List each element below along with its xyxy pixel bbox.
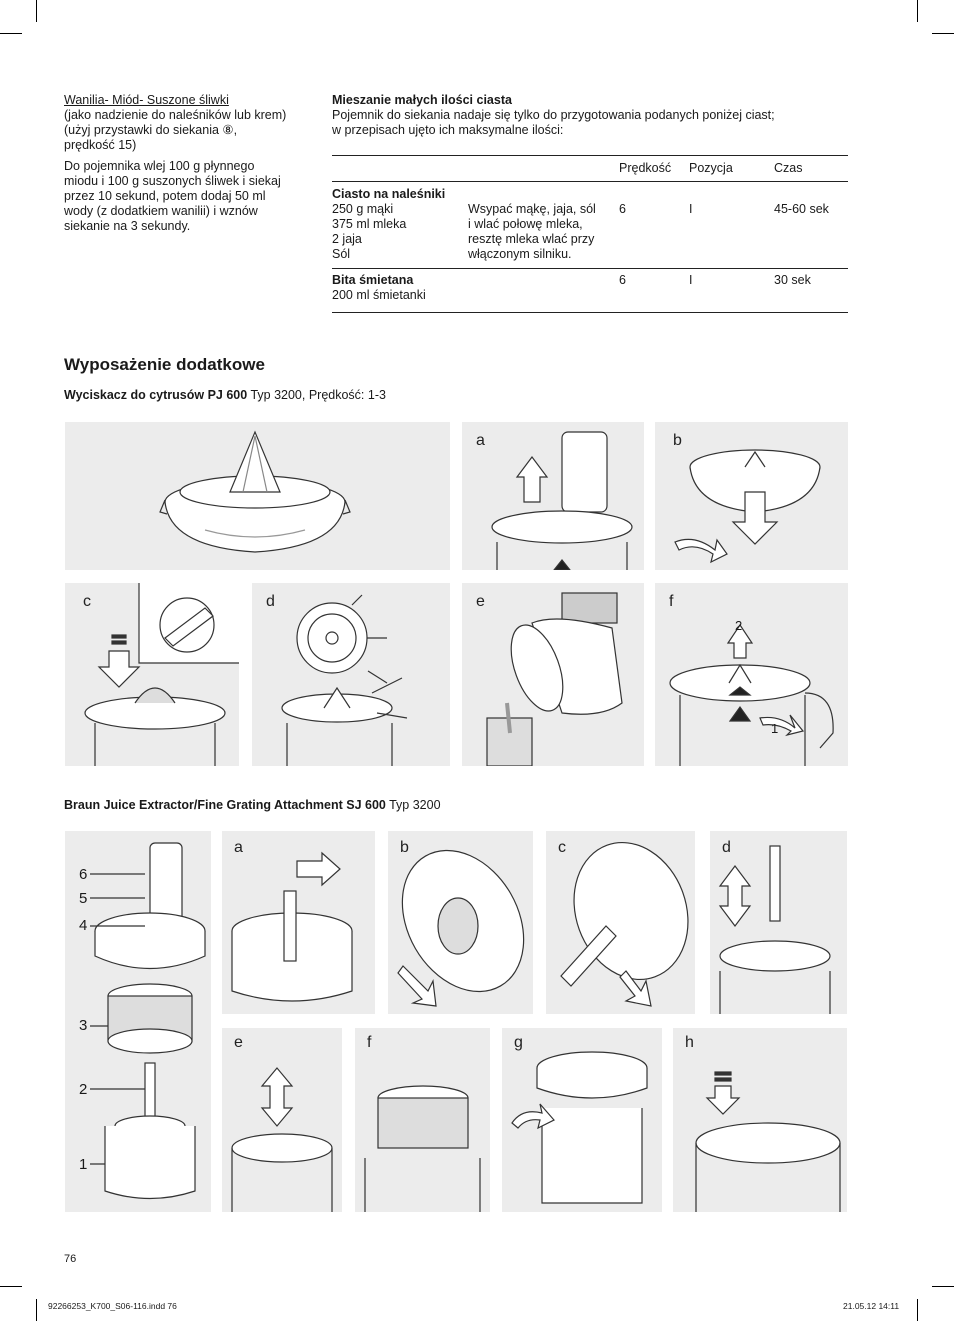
table-header-position: Pozycja [689,156,774,182]
recipe-body-line: Do pojemnika wlej 100 g płynnego [64,159,255,173]
panel-label: d [722,839,731,856]
crop-mark [36,0,37,22]
recipe-block [64,93,324,234]
juicer-parts-exploded [65,831,211,1212]
juicer-panel-c [546,831,695,1014]
ingredient: 200 ml śmietanki [332,288,426,302]
part-number-3: 3 [79,1017,88,1034]
table-row [332,182,848,269]
recipe-note-line: prędkość 15) [64,138,137,152]
part-number-2: 2 [79,1081,88,1098]
panel-label: a [234,839,243,856]
panel-label: b [400,839,409,856]
crop-mark [36,1299,37,1321]
citrus-panel-e [462,583,644,766]
ingredient: 2 jaja [332,232,362,246]
panel-label: e [476,593,485,610]
page-number: 76 [64,1253,77,1265]
citrus-panel-c [65,583,239,766]
panel-label: g [514,1034,523,1051]
ingredient: 375 ml mleka [332,217,407,231]
recipe-body-line: przez 10 sekund, potem dodaj 50 ml [64,189,266,203]
footer-filename: 92266253_K700_S06-116.indd 76 [48,1301,177,1311]
mixing-intro-line: w przepisach ujęto ich maksymalne ilości: [332,123,564,137]
crop-mark [932,33,954,34]
table-header-cell [332,156,468,182]
panel-label: f [367,1034,372,1051]
section-title: Wyposażenie dodatkowe [64,355,265,374]
juicer-panel-e [222,1028,342,1212]
method-line: Wsypać mąkę, jaja, sól [468,202,596,216]
table-header-speed: Prędkość [619,156,689,182]
panel-label: f [669,593,674,610]
crop-mark [917,1299,918,1321]
position-cell: I [689,182,774,269]
speed-cell: 6 [619,269,689,313]
panel-label: b [673,432,682,449]
table-header-cell [468,156,619,182]
ingredient: 250 g mąki [332,202,394,216]
crop-mark [917,0,918,22]
method-line: resztę mleka wlać przy [468,232,595,246]
ingredient: Sól [332,247,351,261]
juicer-panel-d [710,831,847,1014]
panel-label: e [234,1034,243,1051]
citrus-panel-d [252,583,450,766]
citrus-panel-b [655,422,848,570]
recipe-body-line: wody (z dodatkiem wanilii) i wznów [64,204,258,218]
panel-label: c [558,839,566,856]
time-cell: 45-60 sek [774,182,848,269]
table-header-row [332,156,848,182]
panel-label: d [266,593,275,610]
table-row [332,269,848,313]
table-header-time: Czas [774,156,848,182]
panel-label: c [83,593,91,610]
step-number-2: 2 [735,618,743,633]
juicer-panel-a [222,831,375,1014]
part-number-1: 1 [79,1156,88,1173]
juicer-detail: Typ 3200 [385,798,441,812]
position-cell: I [689,269,774,313]
row-name: Bita śmietana [332,273,414,287]
citrus-name: Wyciskacz do cytrusów PJ 600 [64,388,248,402]
recipe-note-line: (użyj przystawki do siekania ⑧, [64,123,238,137]
citrus-heading [64,388,386,403]
juicer-heading [64,798,441,813]
panel-label: h [685,1034,694,1051]
recipe-body-line: miodu i 100 g suszonych śliwek i siekaj [64,174,281,188]
row-name: Ciasto na naleśniki [332,187,446,201]
method-line: włączonym silniku. [468,247,572,261]
mixing-intro [332,93,852,138]
crop-mark [932,1286,954,1287]
juicer-panel-f [355,1028,490,1212]
mixing-title: Mieszanie małych ilości ciasta [332,93,512,107]
part-number-5: 5 [79,890,88,907]
step-number-1: 1 [771,721,779,736]
time-cell: 30 sek [774,269,848,313]
crop-mark [0,1286,22,1287]
recipe-body-line: siekanie na 3 sekundy. [64,219,191,233]
mixing-intro-line: Pojemnik do siekania nadaje się tylko do przygotowania podanych poniżej ciast; [332,108,775,122]
juicer-name: Braun Juice Extractor/Fine Grating Attachment SJ 600 [64,798,386,812]
mixing-table [332,155,848,313]
juicer-panel-h [673,1028,847,1212]
panel-label: a [476,432,485,449]
citrus-panel-f [655,583,848,766]
recipe-note-line: (jako nadzienie do naleśników lub krem) [64,108,287,122]
recipe-title: Wanilia- Miód- Suszone śliwki [64,93,229,107]
citrus-panel-a [462,422,644,570]
juicer-panel-g [502,1028,662,1212]
juicer-panel-b [388,831,533,1014]
citrus-main-illustration [65,422,450,570]
part-number-6: 6 [79,866,88,883]
part-number-4: 4 [79,917,88,934]
crop-mark [0,33,22,34]
speed-cell: 6 [619,182,689,269]
citrus-detail: Typ 3200, Prędkość: 1-3 [247,388,386,402]
footer-timestamp: 21.05.12 14:11 [843,1301,900,1311]
method-line: i wlać połowę mleka, [468,217,583,231]
